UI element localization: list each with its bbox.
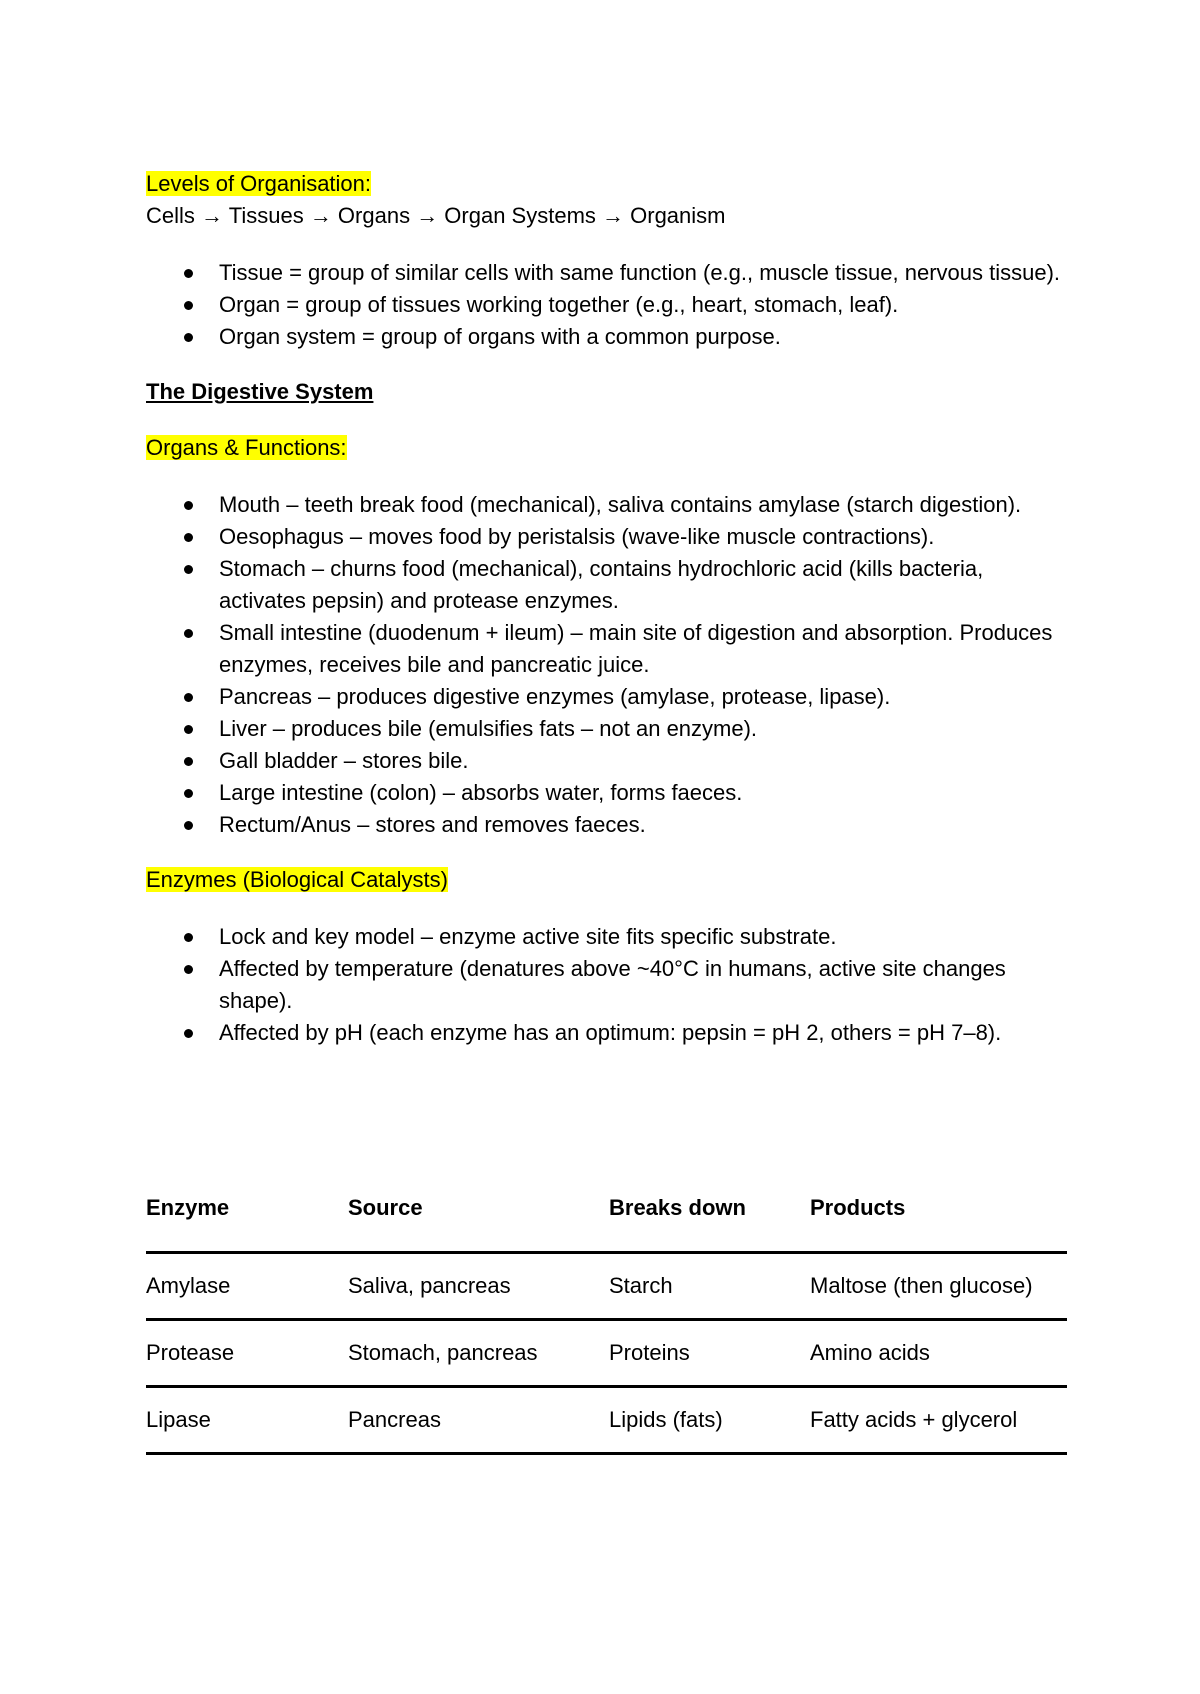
table-header-row (146, 1185, 1067, 1253)
list-item: Small intestine (duodenum + ileum) – main site of digestion and absorption. Produces enzymes, receives bile and pancreatic juice. (146, 617, 1066, 681)
list-item: Organ = group of tissues working together (e.g., heart, stomach, leaf). (146, 289, 1066, 321)
list-item: Affected by temperature (denatures above ~40°C in humans, active site changes shape). (146, 953, 1066, 1017)
table-cell: Fatty acids + glycerol (810, 1387, 1067, 1454)
bullet-icon (184, 533, 193, 542)
enzyme-table (146, 1185, 1067, 1455)
table-cell: Saliva, pancreas (348, 1253, 609, 1320)
list-item: Lock and key model – enzyme active site fits specific substrate. (146, 921, 1066, 953)
section-title: The Digestive System (146, 379, 374, 404)
list-item: Stomach – churns food (mechanical), contains hydrochloric acid (kills bacteria, activates pepsin) and protease enzymes. (146, 553, 1066, 617)
enzymes-heading-line (146, 864, 1066, 896)
list-item: Affected by pH (each enzyme has an optimum: pepsin = pH 2, others = pH 7–8). (146, 1017, 1066, 1049)
bullet-icon (184, 693, 193, 702)
table-cell: Amylase (146, 1253, 348, 1320)
list-item: Oesophagus – moves food by peristalsis (wave-like muscle contractions). (146, 521, 1066, 553)
table-cell: Lipase (146, 1387, 348, 1454)
column-header-breaks-down: Breaks down (609, 1185, 810, 1253)
list-item: Gall bladder – stores bile. (146, 745, 1066, 777)
document-body (146, 168, 1066, 1049)
table-cell: Protease (146, 1320, 348, 1387)
levels-list (146, 257, 1066, 353)
bullet-icon (184, 1029, 193, 1038)
bullet-icon (184, 725, 193, 734)
bullet-icon (184, 629, 193, 638)
list-item: Large intestine (colon) – absorbs water, forms faeces. (146, 777, 1066, 809)
levels-heading-line (146, 168, 1066, 200)
table-cell: Maltose (then glucose) (810, 1253, 1067, 1320)
organs-list (146, 489, 1066, 841)
bullet-icon (184, 269, 193, 278)
table-cell: Proteins (609, 1320, 810, 1387)
list-item: Liver – produces bile (emulsifies fats – not an enzyme). (146, 713, 1066, 745)
bullet-icon (184, 301, 193, 310)
levels-heading: Levels of Organisation: (146, 171, 372, 196)
bullet-icon (184, 501, 193, 510)
bullet-icon (184, 821, 193, 830)
table-cell: Starch (609, 1253, 810, 1320)
bullet-icon (184, 789, 193, 798)
table-cell: Pancreas (348, 1387, 609, 1454)
column-header-source: Source (348, 1185, 609, 1253)
table-row (146, 1253, 1067, 1320)
list-item: Mouth – teeth break food (mechanical), saliva contains amylase (starch digestion). (146, 489, 1066, 521)
table-cell: Lipids (fats) (609, 1387, 810, 1454)
enzymes-heading: Enzymes (Biological Catalysts) (146, 867, 448, 892)
column-header-enzyme: Enzyme (146, 1185, 348, 1253)
list-item: Pancreas – produces digestive enzymes (amylase, protease, lipase). (146, 681, 1066, 713)
bullet-icon (184, 965, 193, 974)
table-cell: Stomach, pancreas (348, 1320, 609, 1387)
table-row (146, 1320, 1067, 1387)
bullet-icon (184, 933, 193, 942)
list-item: Organ system = group of organs with a common purpose. (146, 321, 1066, 353)
levels-hierarchy: Cells → Tissues → Organs → Organ Systems → Organism (146, 203, 726, 228)
bullet-icon (184, 565, 193, 574)
table-cell: Amino acids (810, 1320, 1067, 1387)
bullet-icon (184, 757, 193, 766)
bullet-icon (184, 333, 193, 342)
list-item: Rectum/Anus – stores and removes faeces. (146, 809, 1066, 841)
column-header-products: Products (810, 1185, 1067, 1253)
organs-heading-line (146, 432, 1066, 464)
list-item: Tissue = group of similar cells with same function (e.g., muscle tissue, nervous tissue). (146, 257, 1066, 289)
enzymes-list (146, 921, 1066, 1049)
table-row (146, 1387, 1067, 1454)
organs-heading: Organs & Functions: (146, 435, 347, 460)
